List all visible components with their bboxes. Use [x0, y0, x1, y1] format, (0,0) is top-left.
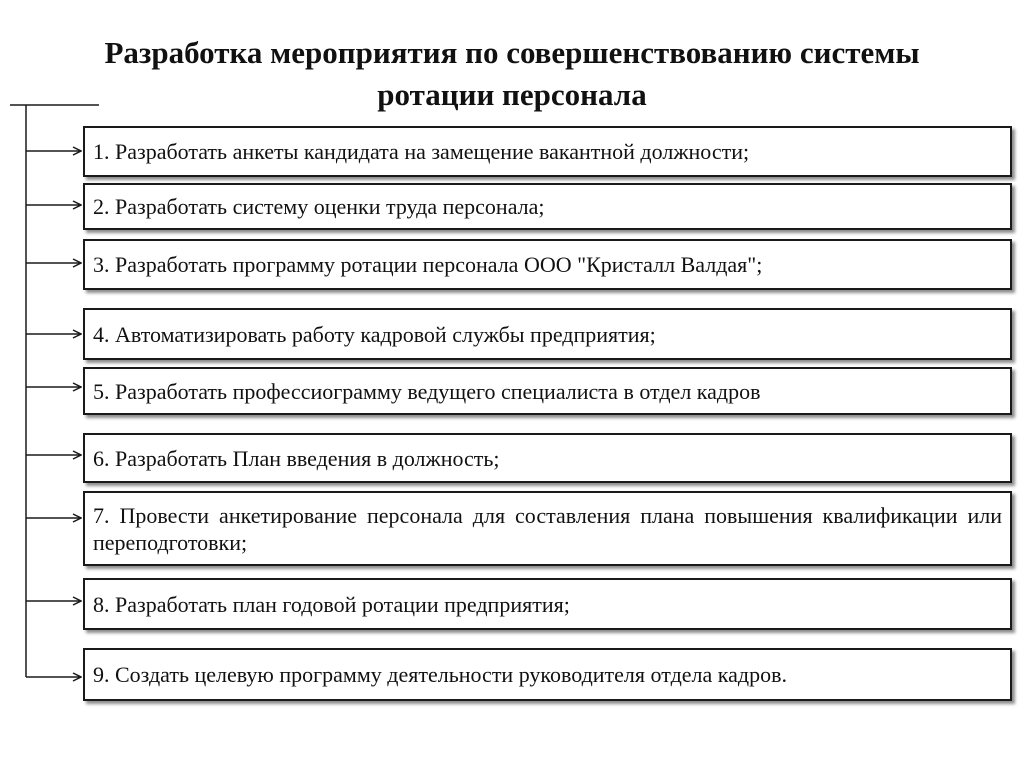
item-box-9	[83, 648, 1012, 701]
item-text-4: 4. Автоматизировать работу кадровой службы предприятия;	[93, 321, 656, 347]
item-text-5: 5. Разработать профессиограмму ведущего специалиста в отдел кадров	[93, 378, 761, 404]
item-box-6	[83, 433, 1012, 483]
title-line-1: Разработка мероприятия по совершенствованию системы	[104, 35, 920, 70]
item-box-4	[83, 308, 1012, 360]
title-line-2: ротации персонала	[377, 77, 647, 112]
item-text-1: 1. Разработать анкеты кандидата на замещение вакантной должности;	[93, 139, 750, 164]
item-text-8: 8. Разработать план годовой ротации предприятия;	[93, 591, 570, 617]
item-text-6: 6. Разработать План введения в должность;	[93, 445, 500, 471]
item-box-2	[83, 183, 1012, 230]
item-box-1	[83, 126, 1012, 177]
item-box-8	[83, 578, 1012, 630]
item-box-3	[83, 239, 1012, 290]
item-text-9: 9. Создать целевую программу деятельности руководителя отдела кадров.	[93, 662, 787, 687]
item-text-7: 7. Провести анкетирование персонала для составления плана повышения квалификации или переподготовки;	[93, 502, 1002, 555]
item-box-7	[83, 491, 1012, 566]
item-text-3: 3. Разработать программу ротации персонала ООО "Кристалл Валдая";	[93, 252, 763, 277]
item-box-5	[83, 367, 1012, 415]
item-text-2: 2. Разработать систему оценки труда персонала;	[93, 194, 545, 219]
